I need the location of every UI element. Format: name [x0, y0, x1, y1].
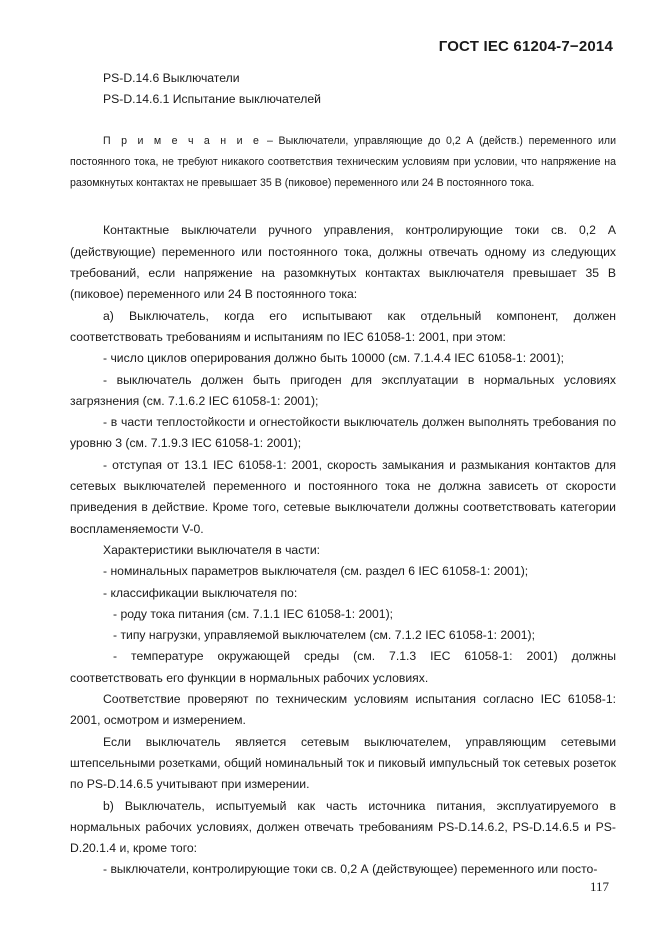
section-heading: PS-D.14.6.1 Испытание выключателей [103, 92, 321, 107]
list-item: - выключатели, контролирующие токи св. 0,2 А (действующее) переменного или посто- [103, 862, 598, 877]
note-label: П р и м е ч а н и е [103, 134, 262, 147]
note [70, 131, 616, 195]
list-item: - в части теплостойкости и огнестойкости выключатель должен выполнять требования по уровню 3 (см. 7.1.9.3 IEC 61058-1: 2001); [70, 415, 616, 451]
list-item: - номинальных параметров выключателя (см. раздел 6 IEC 61058-1: 2001); [103, 564, 529, 579]
sub-list-item: - температуре окружающей среды (см. 7.1.3 IEC 61058-1: 2001) должны соответствовать его функции в нормальных рабочих условиях. [70, 649, 616, 685]
list-item: - число циклов оперирования должно быть 10000 (см. 7.1.4.4 IEC 61058-1: 2001); [103, 351, 565, 366]
paragraph: Если выключатель является сетевым выключателем, управляющим сетевыми штепсельными розетками, общий номинальный ток и пиковый импульсный ток сетевых розеток по PS-D.14.6.5 учитывают при измерении. [70, 734, 616, 792]
page-number: 117 [589, 879, 609, 894]
sub-list-item: - типу нагрузки, управляемой выключателем (см. 7.1.2 IEC 61058-1: 2001); [113, 628, 535, 643]
list-item: - выключатель должен быть пригоден для эксплуатации в нормальных условиях загрязнения (см. 7.1.6.2 IEC 61058-1: 2001); [70, 372, 616, 408]
list-item: - отступая от 13.1 IEC 61058-1: 2001, скорость замыкания и размыкания контактов для сетевых выключателей переменного и постоянного тока не должна зависеть от скорости приведения в действие. Кроме того, сетевые выключатели должны соответствовать категории воспламеняемости V-0. [70, 457, 616, 536]
document-body [70, 68, 616, 881]
list-item: - классификации выключателя по: [103, 585, 298, 600]
paragraph: b) Выключатель, испытуемый как часть источника питания, эксплуатируемого в нормальных рабочих условиях, должен отвечать требованиям PS-D.14.6.2, PS-D.14.6.5 и PS-D.20.1.4 и, кроме того: [70, 798, 616, 856]
paragraph: Соответствие проверяют по техническим условиям испытания согласно IEC 61058-1: 2001, осмотром и измерением. [70, 692, 616, 728]
section-heading: PS-D.14.6 Выключатели [103, 71, 240, 85]
paragraph: Контактные выключатели ручного управления, контролирующие токи св. 0,2 А (действующие) переменного или постоянного тока, должны отвечать одному из следующих требований, если напряжение на разомкнутых контактах выключателя превышает 35 В (пиковое) переменного или 24 В постоянного тока: [70, 223, 616, 302]
document-header: ГОСТ IEC 61204-7−2014 [438, 38, 613, 55]
paragraph: Характеристики выключателя в части: [103, 542, 321, 557]
sub-list-item: - роду тока питания (см. 7.1.1 IEC 61058-1: 2001); [113, 606, 394, 621]
note-text: – Выключатели, управляющие до 0,2 А (действ.) переменного или постоянного тока, не требуют никакого соответствия техническим условиям при условии, что напряжение на разомкнутых контактах не превышает 35 В (пиковое) переменного или 24 В постоянного тока. [70, 134, 616, 190]
paragraph: а) Выключатель, когда его испытывают как отдельный компонент, должен соответствовать требованиям и испытаниям по IEC 61058-1: 2001, при этом: [70, 308, 616, 344]
